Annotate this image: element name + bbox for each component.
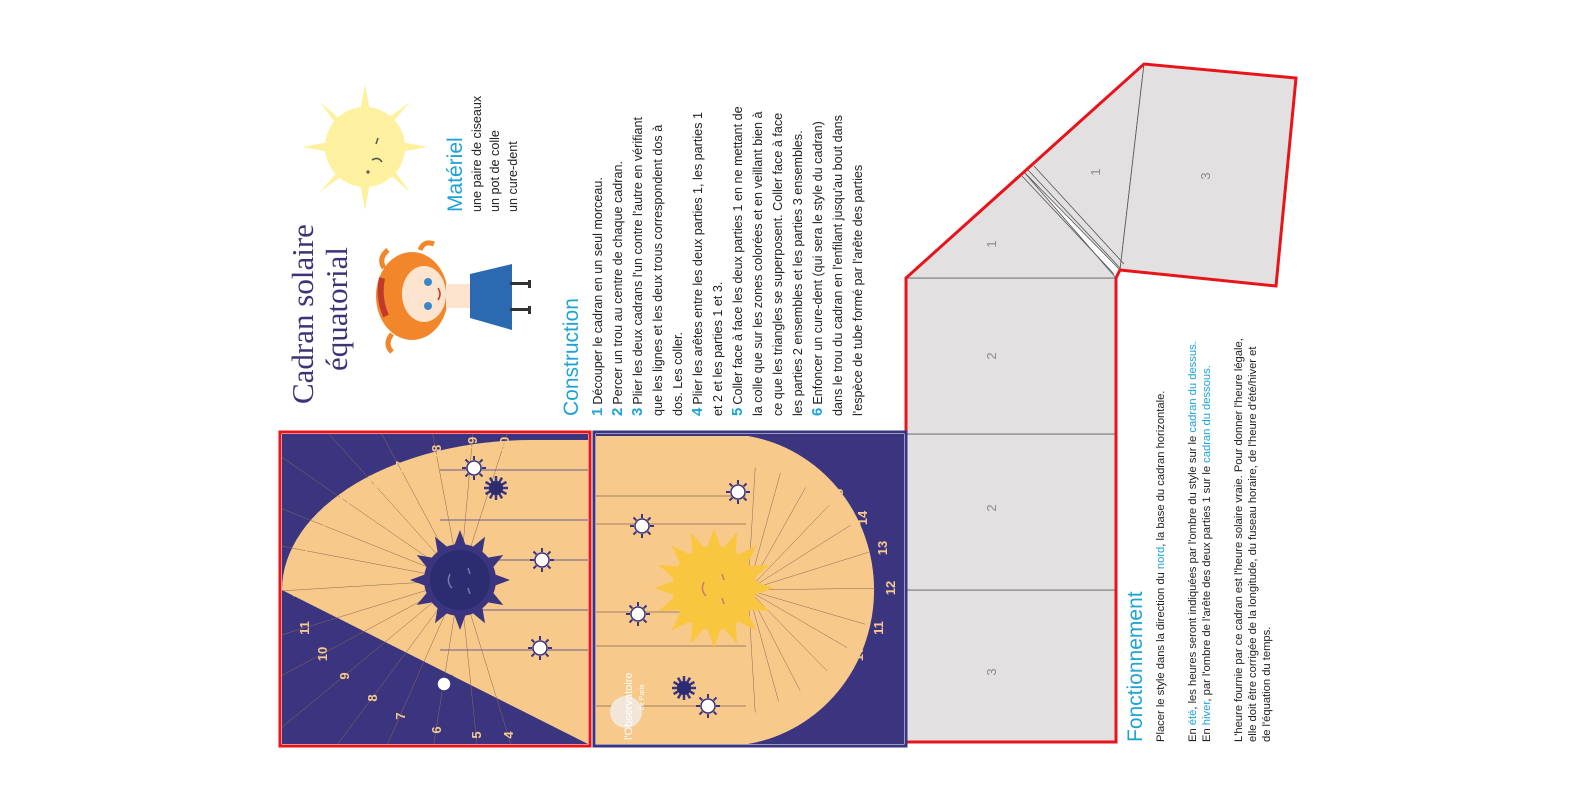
net-pieces — [906, 64, 1296, 742]
highlight-cadran-dessous: cadran du dessous. — [1201, 365, 1213, 463]
highlight-cadran-dessus: cadran du dessus. — [1187, 341, 1199, 433]
text: elle doit être corrigée de la longitude, du fuseau horaire, de l'heure d'été/hiver et — [1247, 346, 1259, 742]
dial-bottom-hour-label: 10 — [851, 646, 866, 662]
text: Placer le style dans la direction du — [1155, 569, 1167, 742]
dial-bottom-hour-label: 12 — [883, 580, 898, 596]
text: En — [1201, 725, 1213, 742]
step-text: ce que les triangles se superposent. Coller face à face — [771, 112, 785, 416]
dial-bottom-hour-label: 9 — [829, 676, 844, 684]
dial-top-hour-label: 13 — [295, 542, 310, 558]
dial-top-hour-label: 4 — [501, 731, 516, 739]
net-label-1: 1 — [984, 240, 999, 248]
dial-top-hour-label: 12 — [289, 582, 304, 598]
step-text: Plier les deux cadrans l'un contre l'autre en vérifiant — [631, 117, 645, 405]
title-line2: équatorial — [319, 247, 354, 371]
materiel-item: un cure-dent — [506, 141, 520, 212]
step-number: 6 — [809, 407, 826, 416]
small-sun-icon — [626, 602, 650, 626]
step-text: la colle que sur les zones colorées et en veillant bien à — [751, 111, 765, 416]
fonctionnement-heading: Fonctionnement — [1124, 591, 1147, 742]
step-text: que les lignes et les deux trous correspondent dos à — [651, 124, 665, 416]
dial-bottom-hour-label: 13 — [875, 540, 890, 556]
construction-heading: Construction — [560, 298, 583, 416]
step-number: 4 — [689, 407, 706, 416]
step-number: 2 — [609, 407, 626, 416]
dial-top-hour-label: 7 — [393, 712, 408, 720]
text: , les heures seront indiquées par l'ombre du style sur le — [1187, 432, 1199, 710]
net-label-2: 2 — [984, 352, 999, 360]
dial-top-hour-label: 16 — [365, 474, 380, 490]
materiel-heading: Matériel — [444, 137, 467, 212]
small-sun-icon — [528, 636, 552, 660]
dial-top-hour-label: 19 — [465, 436, 480, 452]
dial-top — [198, 362, 588, 800]
logo-line1: l'Observatoire — [623, 672, 635, 740]
step-number: 5 — [729, 407, 746, 416]
small-sun-icon — [462, 456, 486, 480]
dial-top-hour-label: 20 — [497, 436, 512, 452]
small-sun-icon — [696, 694, 720, 718]
net-label-1: 1 — [1088, 168, 1103, 176]
dial-bottom-hour-label: 15 — [831, 488, 846, 504]
small-sun-icon — [726, 480, 750, 504]
dial-top-hour-label: 6 — [429, 726, 444, 734]
text: En — [1187, 725, 1199, 742]
step-text: Découper le cadran en un seul morceau. — [591, 177, 605, 405]
small-sun-icon — [630, 514, 654, 538]
net-label-2: 2 — [984, 504, 999, 512]
text: , par l'ombre de l'arête des deux parties 1 sur le — [1201, 462, 1213, 702]
dial-top-hour-label: 5 — [469, 731, 484, 739]
highlight-hiver: hiver — [1201, 701, 1213, 726]
highlight-nord: nord — [1155, 546, 1167, 570]
dial-bottom-sun-face — [654, 528, 774, 648]
highlight-ete: été — [1187, 709, 1199, 726]
dial-bottom-hour-label: 18 — [749, 446, 764, 462]
dial-top-hour-label: 15 — [337, 492, 352, 508]
dial-bottom-hour-label: 11 — [871, 621, 886, 635]
net-piece-2b — [906, 278, 1116, 434]
materiel-item: une paire de ciseaux — [470, 95, 484, 212]
step-text: l'espèce de tube formé par l'arête des parties — [851, 164, 865, 416]
dial-top-hour-label: 10 — [315, 646, 330, 662]
dial-top-hour-label: 17 — [393, 460, 408, 476]
small-sun-icon — [530, 548, 554, 572]
materiel-item: un pot de colle — [488, 130, 502, 212]
logo-line2: de Paris — [639, 684, 646, 710]
dial-top-hour-label: 11 — [297, 621, 312, 635]
dial-top-hour-label: 18 — [429, 444, 444, 460]
step-number: 3 — [629, 407, 646, 416]
step-text: et 2 et les parties 1 et 3. — [711, 281, 725, 416]
net-piece-3-left — [906, 590, 1116, 742]
dial-top-hour-label: 8 — [365, 694, 380, 702]
net-piece-2a — [906, 434, 1116, 590]
step-text: Coller face à face les deux parties 1 en ne mettant de — [731, 106, 745, 405]
dial-top-hour-label: 9 — [337, 672, 352, 680]
step-text: Enfoncer un cure-dent (qui sera le style du cadran) — [811, 121, 825, 405]
net-label-3: 3 — [984, 668, 999, 676]
text: , la base du cadran horizontale. — [1155, 390, 1167, 547]
step-text: dans le trou du cadran en l'enfilant jusqu'au bout dans — [831, 115, 845, 416]
dial-bottom — [596, 434, 904, 744]
dial-bottom-hour-label: 6 — [749, 722, 764, 730]
step-text: Percer un trou au centre de chaque cadran. — [611, 161, 625, 405]
dial-bottom-hour-label: 16 — [805, 468, 820, 484]
text: L'heure fournie par ce cadran est l'heure solaire vraie. Pour donner l'heure légale, — [1233, 338, 1245, 742]
dial-bottom-hour-label: 17 — [777, 452, 792, 468]
dial-bottom-hour-label: 8 — [799, 698, 814, 706]
step-text: Plier les arêtes entre les deux parties 1, les parties 1 — [691, 112, 705, 405]
dial-bottom-hour-label: 14 — [855, 510, 870, 526]
title-line1: Cadran solaire — [285, 224, 320, 404]
text: de l'équation du temps. — [1261, 626, 1273, 742]
dial-bottom-hour-label: 7 — [775, 710, 790, 718]
dial-top-hour-label: 14 — [313, 516, 328, 532]
step-text: dos. Les coller. — [671, 331, 685, 416]
small-sun-icon — [432, 672, 456, 696]
step-number: 1 — [589, 407, 606, 416]
step-text: les parties 2 ensembles et les parties 3 ensembles. — [791, 130, 805, 416]
net-label-3: 3 — [1198, 172, 1213, 180]
